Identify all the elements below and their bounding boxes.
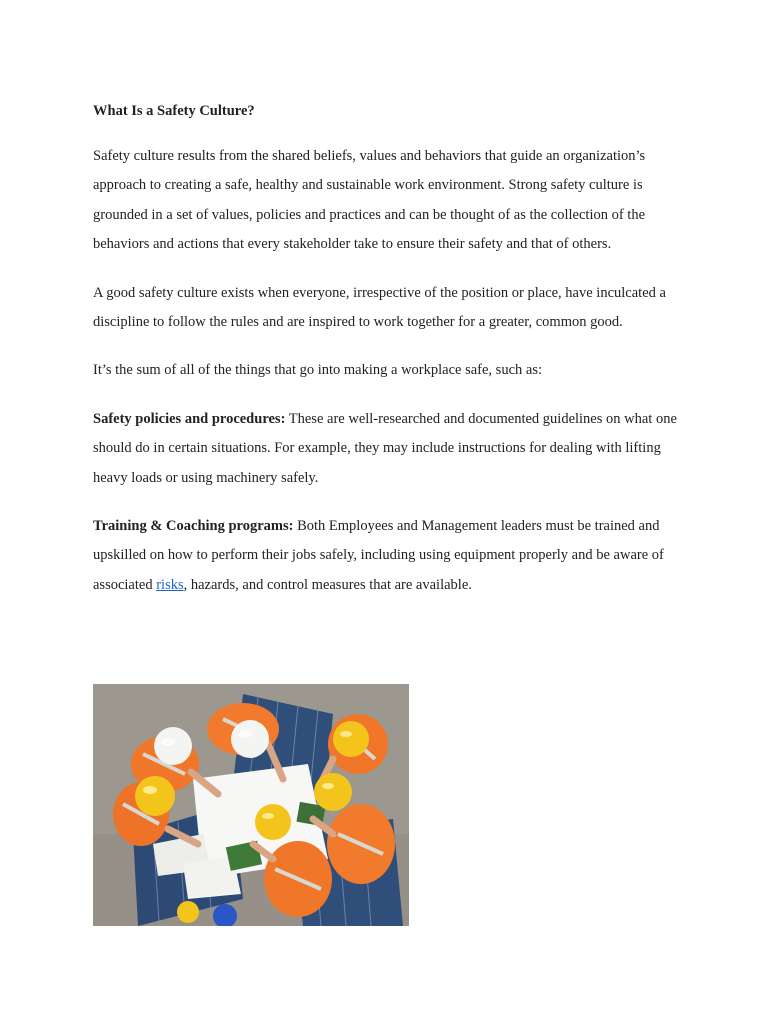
training-text-after: , hazards, and control measures that are available. xyxy=(183,576,472,593)
training-term: Training & Coaching programs: xyxy=(93,518,294,535)
workers-in-hardhats-photo xyxy=(93,684,409,926)
paragraph-definition: Safety culture results from the shared beliefs, values and behaviors that guide an organization’s approach to creating a safe, healthy and sustainable work environment. Strong safety culture is grounded in a set of values, policies and practices and can be thought of as the collection of the behaviors and actions that every stakeholder take to ensure their safety and that of others. xyxy=(93,148,646,253)
article xyxy=(93,100,683,619)
training-text-before: Both Employees and Management leaders must be trained and upskilled on how to perform their jobs safely, including using equipment properly and be aware of associated xyxy=(93,518,664,593)
policies-term: Safety policies and procedures: xyxy=(93,410,286,427)
paragraph-good-culture: A good safety culture exists when everyone, irrespective of the position or place, have inculcated a discipline to follow the rules and are inspired to work together for a greater, common good. xyxy=(93,284,666,331)
paragraph-training xyxy=(93,512,683,600)
paragraph-policies xyxy=(93,405,683,493)
risks-link[interactable]: risks xyxy=(156,576,184,593)
policies-text: These are well-researched and documented guidelines on what one should do in certain situations. For example, they may include instructions for dealing with lifting heavy loads or using machinery safely. xyxy=(93,410,677,486)
paragraph-sum-of-things: It’s the sum of all of the things that go into making a workplace safe, such as: xyxy=(93,362,542,379)
article-heading: What Is a Safety Culture? xyxy=(93,103,255,119)
